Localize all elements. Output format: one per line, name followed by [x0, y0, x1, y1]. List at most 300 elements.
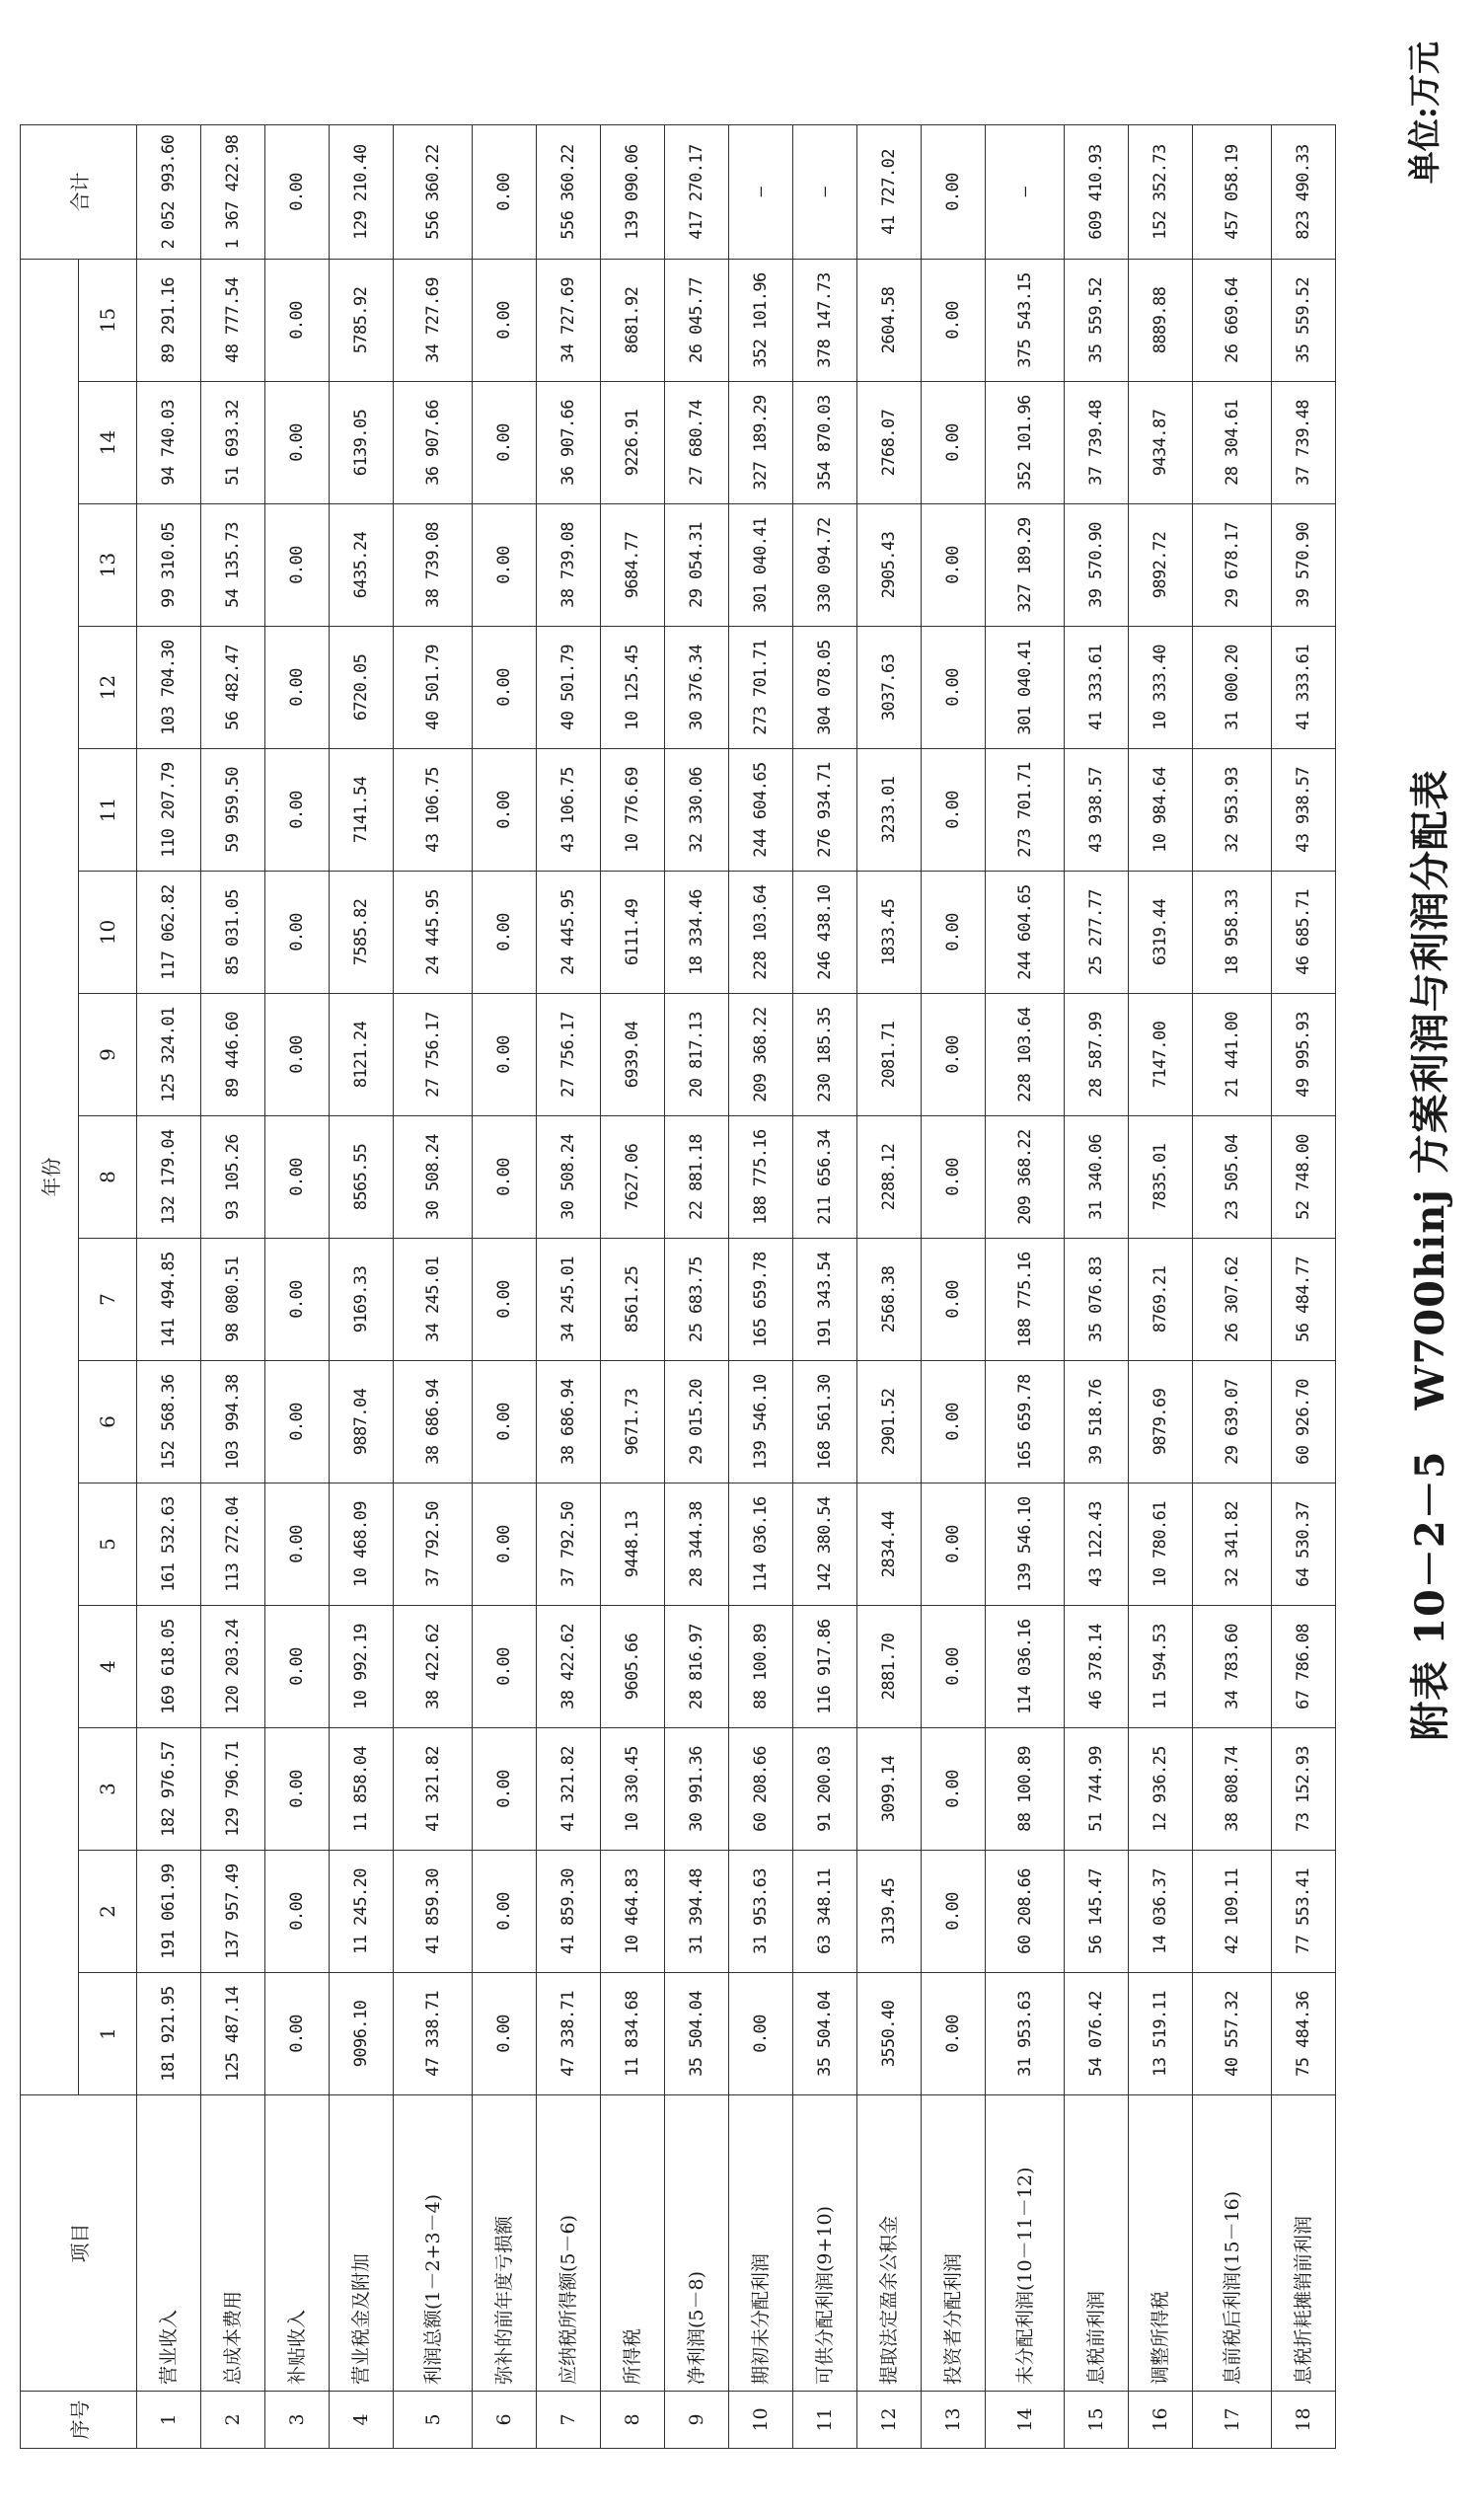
value-cell: 24 445.95: [394, 872, 473, 994]
value-cell: 161 532.63: [137, 1483, 201, 1606]
value-cell: 59 959.50: [201, 749, 265, 872]
value-cell: 37 792.50: [537, 1483, 601, 1606]
value-cell: 41 859.30: [394, 1851, 473, 1973]
header-year-14: 14: [79, 382, 137, 504]
value-cell: 0.00: [473, 1361, 537, 1483]
unit-label: 单位:万元: [1405, 41, 1444, 185]
value-cell: 32 953.93: [1193, 749, 1272, 872]
table-row: [537, 125, 601, 2449]
row-seq: 10: [729, 2392, 793, 2449]
value-cell: 11 594.53: [1129, 1606, 1193, 1728]
value-cell: 85 031.05: [201, 872, 265, 994]
value-cell: 38 686.94: [537, 1361, 601, 1483]
value-cell: 0.00: [922, 1851, 986, 1973]
value-cell: 91 200.03: [793, 1728, 857, 1851]
row-item-label: 应纳税所得额(5－6): [537, 2095, 601, 2392]
value-cell: 88 100.89: [986, 1728, 1065, 1851]
value-cell: 41 859.30: [537, 1851, 601, 1973]
value-cell: 2905.43: [857, 504, 922, 627]
value-cell: 0.00: [473, 260, 537, 382]
value-cell: 38 739.08: [537, 504, 601, 627]
value-cell: 168 561.30: [793, 1361, 857, 1483]
value-cell: 0.00: [265, 1239, 330, 1361]
value-cell: 43 122.43: [1065, 1483, 1129, 1606]
value-cell: 43 106.75: [394, 749, 473, 872]
value-cell: 35 504.04: [793, 1973, 857, 2095]
value-cell: 88 100.89: [729, 1606, 793, 1728]
row-item-label: 总成本费用: [201, 2095, 265, 2392]
value-cell: 120 203.24: [201, 1606, 265, 1728]
value-cell: 0.00: [922, 749, 986, 872]
value-cell: 42 109.11: [1193, 1851, 1272, 1973]
total-cell: 139 090.06: [601, 125, 665, 260]
value-cell: 56 145.47: [1065, 1851, 1129, 1973]
value-cell: 1833.45: [857, 872, 922, 994]
value-cell: 28 304.61: [1193, 382, 1272, 504]
row-seq: 15: [1065, 2392, 1129, 2449]
value-cell: 244 604.65: [986, 872, 1065, 994]
value-cell: 3099.14: [857, 1728, 922, 1851]
value-cell: 64 530.37: [1272, 1483, 1336, 1606]
value-cell: 20 817.13: [665, 994, 729, 1116]
value-cell: 27 756.17: [394, 994, 473, 1116]
value-cell: 43 938.57: [1272, 749, 1336, 872]
value-cell: 301 040.41: [729, 504, 793, 627]
value-cell: 35 559.52: [1272, 260, 1336, 382]
value-cell: 40 557.32: [1193, 1973, 1272, 2095]
row-item-label: 净利润(5－8): [665, 2095, 729, 2392]
value-cell: 51 744.99: [1065, 1728, 1129, 1851]
value-cell: 0.00: [473, 627, 537, 749]
total-cell: 41 727.02: [857, 125, 922, 260]
row-item-label: 弥补的前年度亏损额: [473, 2095, 537, 2392]
value-cell: 32 330.06: [665, 749, 729, 872]
value-cell: 31 953.63: [729, 1851, 793, 1973]
value-cell: 0.00: [265, 1483, 330, 1606]
value-cell: 354 870.03: [793, 382, 857, 504]
value-cell: 188 775.16: [729, 1116, 793, 1239]
value-cell: 29 678.17: [1193, 504, 1272, 627]
value-cell: 29 015.20: [665, 1361, 729, 1483]
value-cell: 11 858.04: [330, 1728, 394, 1851]
header-year-9: 9: [79, 994, 137, 1116]
value-cell: 327 189.29: [986, 504, 1065, 627]
value-cell: 141 494.85: [137, 1239, 201, 1361]
header-item: 项目: [21, 2095, 137, 2392]
value-cell: 2604.58: [857, 260, 922, 382]
value-cell: 9887.04: [330, 1361, 394, 1483]
table-row: [1272, 125, 1336, 2449]
table-row: [986, 125, 1065, 2449]
value-cell: 52 748.00: [1272, 1116, 1336, 1239]
row-item-label: 补贴收入: [265, 2095, 330, 2392]
value-cell: 0.00: [265, 504, 330, 627]
value-cell: 41 321.82: [394, 1728, 473, 1851]
row-seq: 11: [793, 2392, 857, 2449]
value-cell: 211 656.34: [793, 1116, 857, 1239]
header-years-group: 年份: [21, 260, 79, 2095]
value-cell: 56 484.77: [1272, 1239, 1336, 1361]
value-cell: 0.00: [265, 382, 330, 504]
row-seq: 18: [1272, 2392, 1336, 2449]
value-cell: 7585.82: [330, 872, 394, 994]
value-cell: 41 333.61: [1272, 627, 1336, 749]
value-cell: 38 808.74: [1193, 1728, 1272, 1851]
value-cell: 3139.45: [857, 1851, 922, 1973]
value-cell: 38 739.08: [394, 504, 473, 627]
value-cell: 0.00: [473, 1483, 537, 1606]
value-cell: 47 338.71: [537, 1973, 601, 2095]
table-row: [665, 125, 729, 2449]
value-cell: 139 546.10: [729, 1361, 793, 1483]
value-cell: 230 185.35: [793, 994, 857, 1116]
value-cell: 13 519.11: [1129, 1973, 1193, 2095]
value-cell: 0.00: [922, 994, 986, 1116]
value-cell: 10 125.45: [601, 627, 665, 749]
value-cell: 39 570.90: [1065, 504, 1129, 627]
value-cell: 228 103.64: [729, 872, 793, 994]
table-row: [265, 125, 330, 2449]
value-cell: 60 926.70: [1272, 1361, 1336, 1483]
header-year-3: 3: [79, 1728, 137, 1851]
value-cell: 9605.66: [601, 1606, 665, 1728]
value-cell: 24 445.95: [537, 872, 601, 994]
value-cell: 9169.33: [330, 1239, 394, 1361]
row-seq: 6: [473, 2392, 537, 2449]
value-cell: 9684.77: [601, 504, 665, 627]
value-cell: 10 330.45: [601, 1728, 665, 1851]
table-row: [137, 125, 201, 2449]
table-row: [473, 125, 537, 2449]
value-cell: 60 208.66: [729, 1728, 793, 1851]
header-year-5: 5: [79, 1483, 137, 1606]
table-row: [1129, 125, 1193, 2449]
value-cell: 0.00: [729, 1973, 793, 2095]
value-cell: 375 543.15: [986, 260, 1065, 382]
value-cell: 191 061.99: [137, 1851, 201, 1973]
value-cell: 9096.10: [330, 1973, 394, 2095]
value-cell: 11 245.20: [330, 1851, 394, 1973]
value-cell: 0.00: [922, 382, 986, 504]
row-item-label: 可供分配利润(9+10): [793, 2095, 857, 2392]
value-cell: 40 501.79: [537, 627, 601, 749]
value-cell: 48 777.54: [201, 260, 265, 382]
value-cell: 63 348.11: [793, 1851, 857, 1973]
row-item-label: 息前税后利润(15－16): [1193, 2095, 1272, 2392]
value-cell: 0.00: [473, 872, 537, 994]
value-cell: 0.00: [473, 1728, 537, 1851]
table-row: [793, 125, 857, 2449]
value-cell: 0.00: [473, 1606, 537, 1728]
value-cell: 75 484.36: [1272, 1973, 1336, 2095]
value-cell: 0.00: [265, 1116, 330, 1239]
value-cell: 51 693.32: [201, 382, 265, 504]
total-cell: 609 410.93: [1065, 125, 1129, 260]
value-cell: 0.00: [922, 1239, 986, 1361]
header-year-10: 10: [79, 872, 137, 994]
value-cell: 34 727.69: [394, 260, 473, 382]
value-cell: 0.00: [922, 1606, 986, 1728]
value-cell: 67 786.08: [1272, 1606, 1336, 1728]
table-row: [922, 125, 986, 2449]
value-cell: 0.00: [922, 504, 986, 627]
value-cell: 114 036.16: [729, 1483, 793, 1606]
value-cell: 3233.01: [857, 749, 922, 872]
value-cell: 7835.01: [1129, 1116, 1193, 1239]
value-cell: 37 792.50: [394, 1483, 473, 1606]
row-item-label: 利润总额(1－2+3－4): [394, 2095, 473, 2392]
value-cell: 0.00: [922, 1973, 986, 2095]
value-cell: 6435.24: [330, 504, 394, 627]
value-cell: 10 992.19: [330, 1606, 394, 1728]
total-cell: 457 058.19: [1193, 125, 1272, 260]
value-cell: 60 208.66: [986, 1851, 1065, 1973]
row-seq: 14: [986, 2392, 1065, 2449]
value-cell: 54 135.73: [201, 504, 265, 627]
value-cell: 378 147.73: [793, 260, 857, 382]
value-cell: 273 701.71: [986, 749, 1065, 872]
value-cell: 21 441.00: [1193, 994, 1272, 1116]
total-cell: 556 360.22: [537, 125, 601, 260]
value-cell: 276 934.71: [793, 749, 857, 872]
value-cell: 113 272.04: [201, 1483, 265, 1606]
value-cell: 0.00: [922, 1361, 986, 1483]
value-cell: 2288.12: [857, 1116, 922, 1239]
header-year-13: 13: [79, 504, 137, 627]
value-cell: 0.00: [265, 1728, 330, 1851]
value-cell: 132 179.04: [137, 1116, 201, 1239]
table-row: [857, 125, 922, 2449]
value-cell: 0.00: [473, 749, 537, 872]
value-cell: 7147.00: [1129, 994, 1193, 1116]
row-seq: 8: [601, 2392, 665, 2449]
value-cell: 114 036.16: [986, 1606, 1065, 1728]
value-cell: 9879.69: [1129, 1361, 1193, 1483]
row-item-label: 投资者分配利润: [922, 2095, 986, 2392]
value-cell: 10 984.64: [1129, 749, 1193, 872]
value-cell: 38 422.62: [394, 1606, 473, 1728]
value-cell: 56 482.47: [201, 627, 265, 749]
value-cell: 25 683.75: [665, 1239, 729, 1361]
value-cell: 6319.44: [1129, 872, 1193, 994]
row-item-label: 未分配利润(10－11－12): [986, 2095, 1065, 2392]
value-cell: 35 076.83: [1065, 1239, 1129, 1361]
value-cell: 26 045.77: [665, 260, 729, 382]
value-cell: 40 501.79: [394, 627, 473, 749]
value-cell: 2881.70: [857, 1606, 922, 1728]
value-cell: 209 368.22: [729, 994, 793, 1116]
value-cell: 10 464.83: [601, 1851, 665, 1973]
value-cell: 31 000.20: [1193, 627, 1272, 749]
value-cell: 0.00: [265, 872, 330, 994]
value-cell: 0.00: [473, 504, 537, 627]
value-cell: 31 953.63: [986, 1973, 1065, 2095]
value-cell: 35 559.52: [1065, 260, 1129, 382]
value-cell: 0.00: [265, 1361, 330, 1483]
value-cell: 29 054.31: [665, 504, 729, 627]
value-cell: 352 101.96: [729, 260, 793, 382]
value-cell: 73 152.93: [1272, 1728, 1336, 1851]
row-seq: 16: [1129, 2392, 1193, 2449]
value-cell: 2081.71: [857, 994, 922, 1116]
table-row: [330, 125, 394, 2449]
value-cell: 9448.13: [601, 1483, 665, 1606]
value-cell: 0.00: [265, 260, 330, 382]
value-cell: 209 368.22: [986, 1116, 1065, 1239]
value-cell: 2568.38: [857, 1239, 922, 1361]
value-cell: 22 881.18: [665, 1116, 729, 1239]
value-cell: 125 324.01: [137, 994, 201, 1116]
value-cell: 352 101.96: [986, 382, 1065, 504]
value-cell: 10 776.69: [601, 749, 665, 872]
value-cell: 304 078.05: [793, 627, 857, 749]
value-cell: 36 907.66: [394, 382, 473, 504]
row-item-label: 营业收入: [137, 2095, 201, 2392]
value-cell: 18 958.33: [1193, 872, 1272, 994]
total-cell: 2 052 993.60: [137, 125, 201, 260]
value-cell: 28 816.97: [665, 1606, 729, 1728]
value-cell: 94 740.03: [137, 382, 201, 504]
value-cell: 18 334.46: [665, 872, 729, 994]
value-cell: 0.00: [265, 1851, 330, 1973]
value-cell: 5785.92: [330, 260, 394, 382]
value-cell: 30 376.34: [665, 627, 729, 749]
value-cell: 110 207.79: [137, 749, 201, 872]
value-cell: 9892.72: [1129, 504, 1193, 627]
value-cell: 327 189.29: [729, 382, 793, 504]
value-cell: 181 921.95: [137, 1973, 201, 2095]
value-cell: 32 341.82: [1193, 1483, 1272, 1606]
value-cell: 10 333.40: [1129, 627, 1193, 749]
value-cell: 39 570.90: [1272, 504, 1336, 627]
row-seq: 7: [537, 2392, 601, 2449]
value-cell: 41 321.82: [537, 1728, 601, 1851]
table-title: 附表 10－2－5 W700hinj 方案利润与利润分配表: [1407, 769, 1453, 1741]
row-seq: 1: [137, 2392, 201, 2449]
value-cell: 43 106.75: [537, 749, 601, 872]
header-seq: 序号: [21, 2392, 137, 2449]
value-cell: 37 739.48: [1065, 382, 1129, 504]
value-cell: 9434.87: [1129, 382, 1193, 504]
value-cell: 0.00: [922, 1116, 986, 1239]
value-cell: 41 333.61: [1065, 627, 1129, 749]
value-cell: 2834.44: [857, 1483, 922, 1606]
value-cell: 0.00: [473, 1973, 537, 2095]
total-cell: 556 360.22: [394, 125, 473, 260]
value-cell: 139 546.10: [986, 1483, 1065, 1606]
value-cell: 8681.92: [601, 260, 665, 382]
value-cell: 0.00: [473, 1851, 537, 1973]
value-cell: 3037.63: [857, 627, 922, 749]
table-row: [729, 125, 793, 2449]
row-item-label: 息税折耗摊销前利润: [1272, 2095, 1336, 2392]
value-cell: 34 727.69: [537, 260, 601, 382]
value-cell: 98 080.51: [201, 1239, 265, 1361]
value-cell: 34 245.01: [394, 1239, 473, 1361]
value-cell: 49 995.93: [1272, 994, 1336, 1116]
row-seq: 3: [265, 2392, 330, 2449]
row-seq: 4: [330, 2392, 394, 2449]
value-cell: 27 680.74: [665, 382, 729, 504]
value-cell: 26 669.64: [1193, 260, 1272, 382]
value-cell: 28 344.38: [665, 1483, 729, 1606]
value-cell: 7627.06: [601, 1116, 665, 1239]
total-cell: 0.00: [922, 125, 986, 260]
value-cell: 137 957.49: [201, 1851, 265, 1973]
value-cell: 46 378.14: [1065, 1606, 1129, 1728]
row-item-label: 所得税: [601, 2095, 665, 2392]
value-cell: 0.00: [265, 749, 330, 872]
value-cell: 30 508.24: [537, 1116, 601, 1239]
value-cell: 228 103.64: [986, 994, 1065, 1116]
value-cell: 29 639.07: [1193, 1361, 1272, 1483]
value-cell: 27 756.17: [537, 994, 601, 1116]
value-cell: 9226.91: [601, 382, 665, 504]
total-cell: 1 367 422.98: [201, 125, 265, 260]
value-cell: 0.00: [473, 1116, 537, 1239]
total-cell: 823 490.33: [1272, 125, 1336, 260]
total-cell: 0.00: [473, 125, 537, 260]
header-year-1: 1: [79, 1973, 137, 2095]
value-cell: 0.00: [265, 1973, 330, 2095]
total-cell: 417 270.17: [665, 125, 729, 260]
value-cell: 8561.25: [601, 1239, 665, 1361]
value-cell: 38 422.62: [537, 1606, 601, 1728]
value-cell: 43 938.57: [1065, 749, 1129, 872]
total-cell: 0.00: [265, 125, 330, 260]
header-year-8: 8: [79, 1116, 137, 1239]
value-cell: 34 245.01: [537, 1239, 601, 1361]
value-cell: 6111.49: [601, 872, 665, 994]
value-cell: 25 277.77: [1065, 872, 1129, 994]
value-cell: 35 504.04: [665, 1973, 729, 2095]
value-cell: 301 040.41: [986, 627, 1065, 749]
value-cell: 188 775.16: [986, 1239, 1065, 1361]
total-cell: 129 210.40: [330, 125, 394, 260]
value-cell: 8889.88: [1129, 260, 1193, 382]
value-cell: 125 487.14: [201, 1973, 265, 2095]
row-seq: 17: [1193, 2392, 1272, 2449]
value-cell: 0.00: [922, 872, 986, 994]
value-cell: 8565.55: [330, 1116, 394, 1239]
table-row: [201, 125, 265, 2449]
value-cell: 244 604.65: [729, 749, 793, 872]
value-cell: 47 338.71: [394, 1973, 473, 2095]
table-body: [137, 125, 1336, 2449]
value-cell: 152 568.36: [137, 1361, 201, 1483]
value-cell: 0.00: [922, 1728, 986, 1851]
value-cell: 10 780.61: [1129, 1483, 1193, 1606]
value-cell: 273 701.71: [729, 627, 793, 749]
value-cell: 6139.05: [330, 382, 394, 504]
value-cell: 129 796.71: [201, 1728, 265, 1851]
value-cell: 36 907.66: [537, 382, 601, 504]
value-cell: 142 380.54: [793, 1483, 857, 1606]
row-item-label: 调整所得税: [1129, 2095, 1193, 2392]
value-cell: 165 659.78: [986, 1361, 1065, 1483]
header-year-7: 7: [79, 1239, 137, 1361]
value-cell: 11 834.68: [601, 1973, 665, 2095]
row-seq: 13: [922, 2392, 986, 2449]
value-cell: 14 036.37: [1129, 1851, 1193, 1973]
value-cell: 0.00: [922, 260, 986, 382]
value-cell: 99 310.05: [137, 504, 201, 627]
header-year-6: 6: [79, 1361, 137, 1483]
value-cell: 89 291.16: [137, 260, 201, 382]
value-cell: 54 076.42: [1065, 1973, 1129, 2095]
value-cell: 77 553.41: [1272, 1851, 1336, 1973]
value-cell: 8769.21: [1129, 1239, 1193, 1361]
